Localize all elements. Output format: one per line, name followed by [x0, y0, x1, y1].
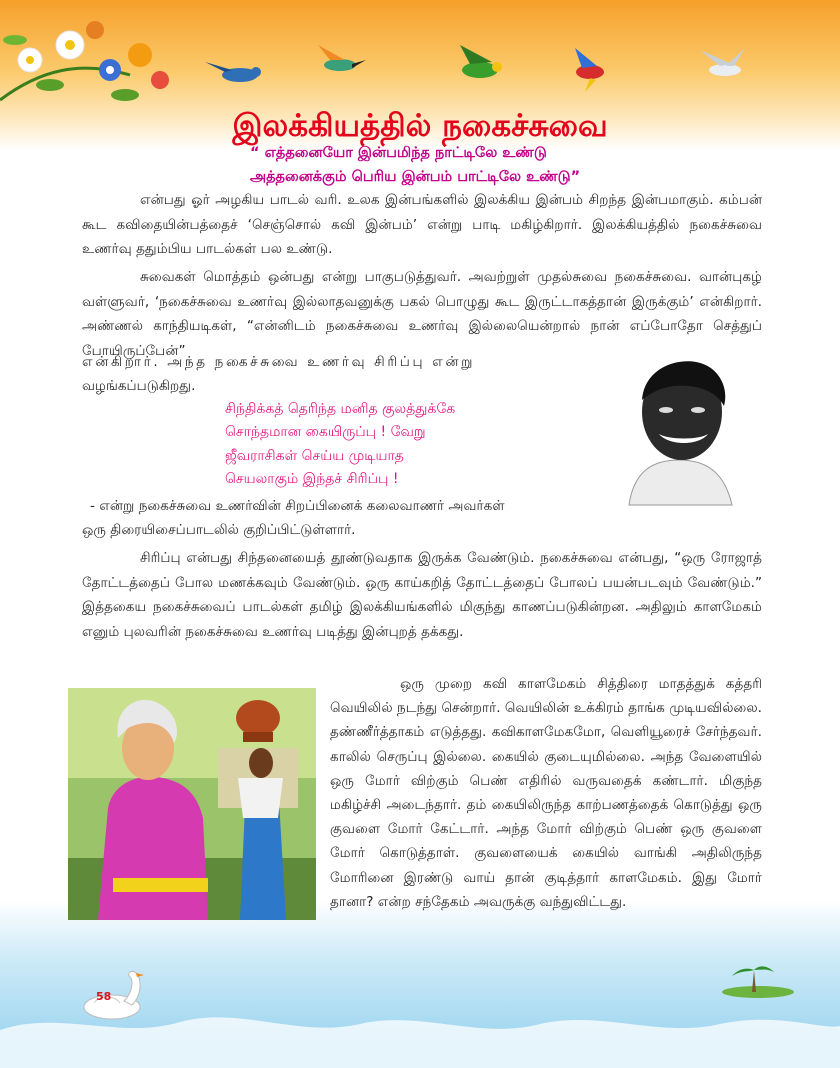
island-illustration: [718, 960, 798, 1000]
paragraph-2-end-line2: வழங்கப்படுகிறது.: [82, 378, 196, 394]
page-number: 58: [96, 990, 112, 1003]
bird-illustration-3: [460, 45, 502, 78]
paragraph-4-text: சிரிப்பு என்பது சிந்தனையைத் தூண்டுவதாக இருக்க வேண்டும். நகைச்சுவை என்பது, “ஒரு ரோஜாத் தோட்டத்தைப் போல மணக்கவும் வேண்டும். ஒரு காய்கறித் தோட்டத்தைப் போலப் பயன்படவும் வேண்டும்.” இத்தகைய நகைச்சுவைப் பாடல்கள் தமிழ் இலக்கியங்களில் மிகுந்து காணப்படுகின்றன. அதிலும் காளமேகம் எனும் புலவரின் நகைச்சுவை உணர்வு படித்து இன்புறத் தக்கது.: [82, 550, 762, 640]
bird-illustration-2: [318, 45, 366, 71]
bird-illustration-1: [205, 62, 261, 82]
paragraph-4: [82, 546, 762, 644]
paragraph-1-text: என்பது ஓர் அழகிய பாடல் வரி. உலக இன்பங்களில் இலக்கிய இன்பம் சிறந்த இன்பமாகும். கம்பன் கூட கவிதையின்பத்தைச் ‘செஞ்சொல் கவி இன்பம்’ என்று பாடி மகிழ்கிறார். இலக்கியத்தில் நகைச்சுவை உணர்வு ததும்பிய பாடல்கள் பல உண்டு.: [82, 192, 762, 257]
quote-line-1: “ எத்தனையோ இன்பமிந்த நாட்டிலே உண்டு: [250, 145, 547, 161]
page-title: இலக்கியத்தில் நகைச்சுவை: [232, 108, 608, 144]
bird-illustration-4: [575, 48, 604, 92]
bird-illustration-5: [700, 48, 745, 76]
paragraph-2-end-line1: என்கிறார். அந்த நகைச்சுவை உணர்வு சிரிப்பு என்று: [82, 354, 476, 370]
paragraph-1: [82, 188, 762, 262]
paragraph-3-line1: - என்று நகைச்சுவை உணர்வின் சிறப்பினைக் கலைவாணர் அவர்கள்: [90, 498, 505, 514]
verse-line-2: சொந்தமான கையிருப்பு ! வேறு: [225, 424, 426, 441]
swan-icon: [80, 965, 150, 1025]
kalaivanar-portrait: [604, 350, 754, 510]
verse-line-3: ஜீவராசிகள் செய்ய முடியாத: [225, 447, 404, 464]
verse-line-4: செயலாகும் இந்தச் சிரிப்பு !: [225, 470, 399, 487]
quote-line-2: அத்தனைக்கும் பெரிய இன்பம் பாட்டிலே உண்டு”: [250, 169, 581, 185]
song-verse: [225, 398, 455, 491]
paragraph-5-text: ஒரு முறை கவி காளமேகம் சித்திரை மாதத்துக் கத்தரி வெயிலில் நடந்து சென்றார். வெயிலின் உக்கிரம் தாங்க முடியவில்லை. தண்ணீர்த்தாகம் எடுத்தது. கவிகாளமேகமோ, வெளியூரைச் சேர்ந்தவர். காலில் செருப்பு இல்லை. கையில் குடையுமில்லை. அந்த வேளையில் ஒரு மோர் விற்கும் பெண் எதிரில் வருவதைக் கண்டார். மிகுந்த மகிழ்ச்சி அடைந்தார். தம் கையிலிருந்த காற்பணத்தைக் கொடுத்து ஒரு குவளை மோர் கேட்டார். அந்த மோர் விற்கும் பெண் ஒரு குவளை மோர் கொடுத்தாள். குவளையைக் கையில் வாங்கி அதிலிருந்த மோரினை இரண்டு வாய் தான் குடித்தார் காளமேகம். இது மோர் தானா? என்ற சந்தேகம் அவருக்கு வந்துவிட்டது.: [330, 676, 762, 910]
paragraph-2: [82, 265, 762, 363]
paragraph-2-text: சுவைகள் மொத்தம் ஒன்பது என்று பாகுபடுத்துவர். அவற்றுள் முதல்சுவை நகைச்சுவை. வான்புகழ் வள்ளுவர், ‘நகைச்சுவை உணர்வு இல்லாதவனுக்கு பகல் பொழுது கூட இருட்டாகத்தான் இருக்கும்’ என்கிறார். அண்ணல் காந்தியடிகள், “என்னிடம் நகைச்சுவை உணர்வு இல்லையென்றால் நான் எப்போதோ செத்துப் போயிருப்பேன்”: [82, 269, 762, 359]
verse-line-1: சிந்திக்கத் தெரிந்த மனித குலத்துக்கே: [225, 401, 456, 417]
flowers-illustration: [0, 21, 169, 101]
paragraph-5: [330, 672, 762, 914]
header-decoration: [0, 0, 840, 110]
kalamegam-illustration: [68, 688, 316, 920]
paragraph-3-line2: ஒரு திரையிசைப்பாடலில் குறிப்பிட்டுள்ளார்.: [82, 522, 356, 538]
